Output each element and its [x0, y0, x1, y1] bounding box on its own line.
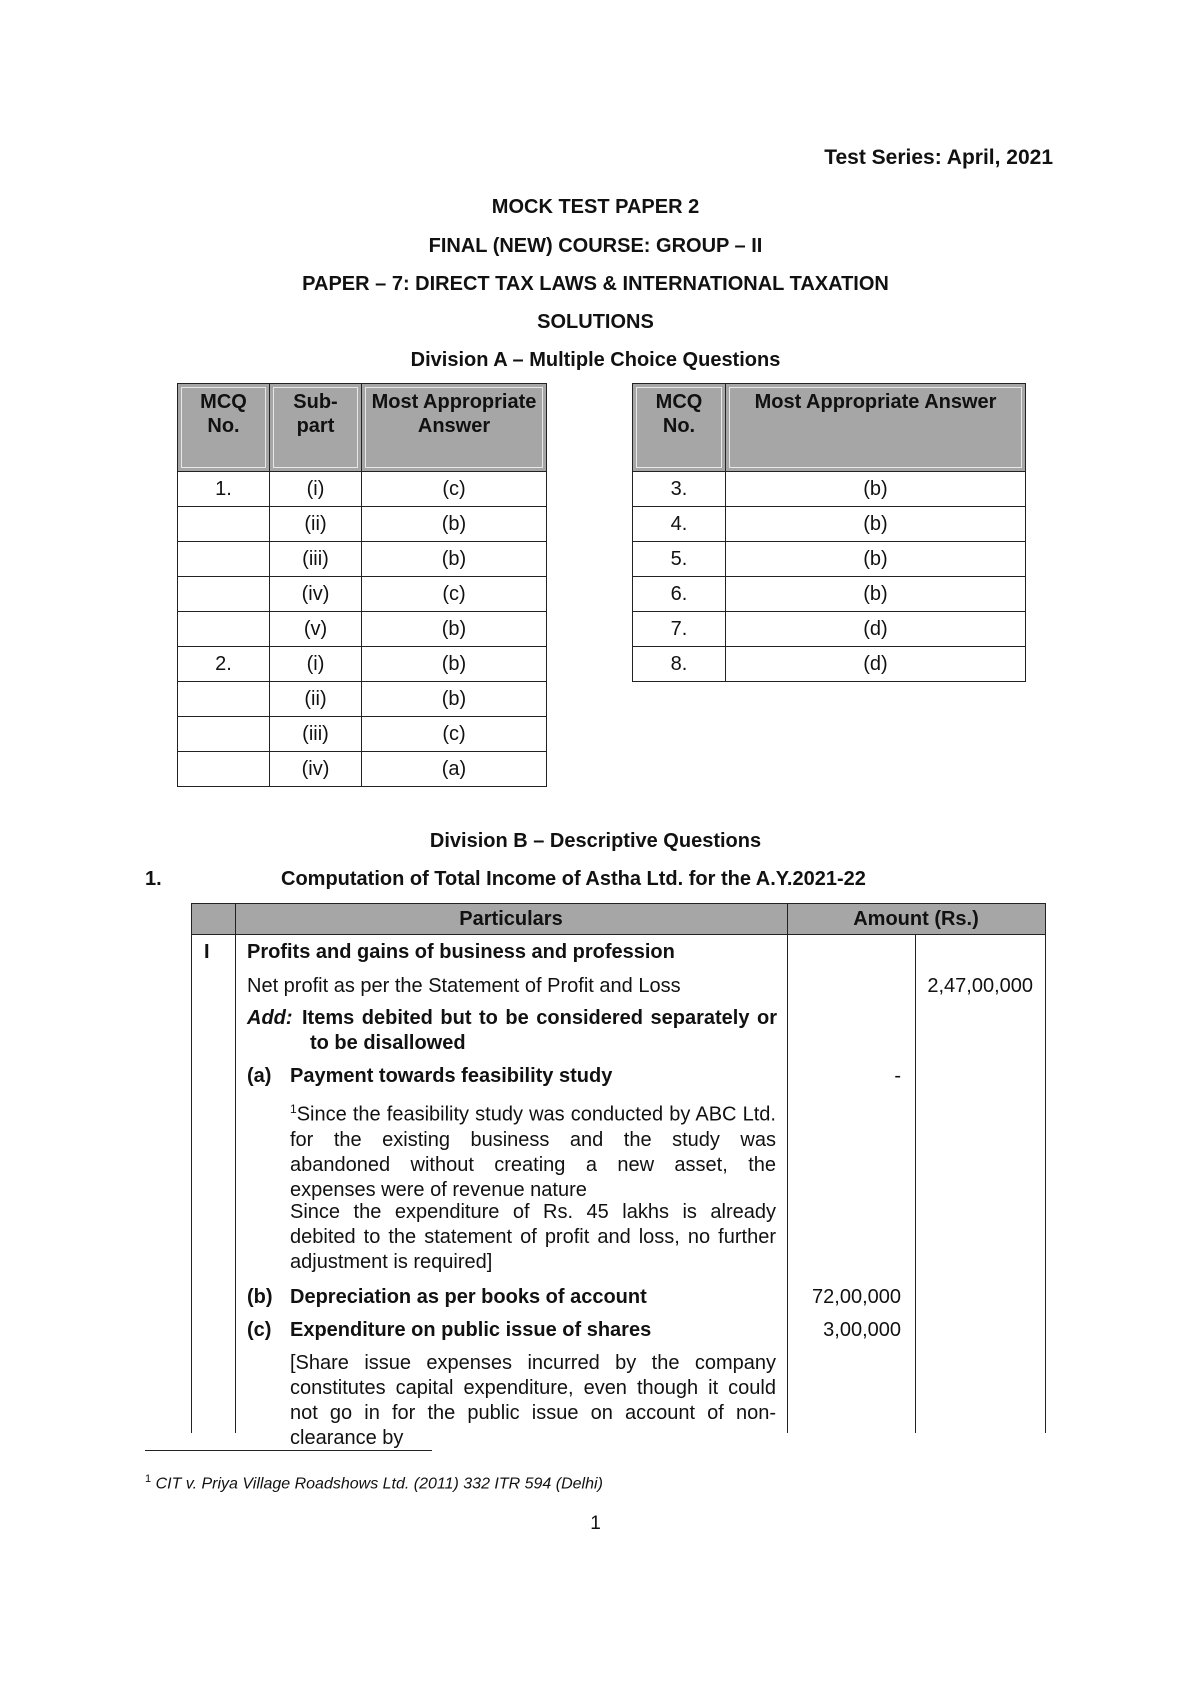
table-cell: 7.: [633, 612, 726, 647]
col-amount: Amount (Rs.): [853, 908, 979, 930]
division-b-title: Division B – Descriptive Questions: [429, 830, 762, 852]
table-cell: (a): [362, 752, 547, 787]
table-cell: (b): [362, 682, 547, 717]
table-cell: 6.: [633, 577, 726, 612]
table-row: [633, 507, 1026, 542]
add-prefix: Add:: [247, 1007, 293, 1029]
footnote: $^1$ CIT v. Priya Village Roadshows Ltd. (2011) 332 ITR 594 (Delhi): [145, 1473, 603, 1493]
table-cell: (ii): [270, 682, 362, 717]
table-cell: (i): [270, 472, 362, 507]
table-cell: 3.: [633, 472, 726, 507]
table-cell: 4.: [633, 507, 726, 542]
item-b-title: Depreciation as per books of account: [290, 1286, 647, 1308]
table-cell: (ii): [270, 507, 362, 542]
table-cell: (c): [362, 577, 547, 612]
table-row: [178, 507, 547, 542]
item-a-note2: Since the expenditure of Rs. 45 lakhs is already debited to the statement of profit and loss, no further adjustment is required]: [290, 1201, 776, 1273]
table-row: [633, 647, 1026, 682]
table-row: [178, 542, 547, 577]
col-header-answer: Most Appropriate Answer: [726, 384, 1026, 472]
table-cell: (d): [726, 612, 1026, 647]
solutions-title: SOLUTIONS: [537, 311, 654, 333]
net-profit-amount: 2,47,00,000: [927, 975, 1033, 997]
table-row: [633, 472, 1026, 507]
item-a-title: Payment towards feasibility study: [290, 1065, 613, 1087]
division-a-title: Division A – Multiple Choice Questions: [410, 349, 781, 371]
table-cell: [178, 542, 270, 577]
computation-table: [191, 903, 1046, 1449]
add-label: Items debited but to be considered separately or to be disallowed: [302, 1007, 777, 1054]
table-cell: (c): [362, 472, 547, 507]
paper-title: MOCK TEST PAPER 2: [491, 196, 700, 218]
net-profit-label: Net profit as per the Statement of Profit and Loss: [247, 975, 681, 997]
col-header-mcq-no: MCQ No.: [178, 384, 270, 472]
table-row: [178, 717, 547, 752]
item-b-label: (b): [247, 1286, 273, 1308]
table-cell: (b): [726, 507, 1026, 542]
table-cell: 1.: [178, 472, 270, 507]
table-cell: 2.: [178, 647, 270, 682]
table-row: [633, 542, 1026, 577]
item-a-label: (a): [247, 1065, 272, 1087]
table-row: [178, 577, 547, 612]
test-series-label: Test Series: April, 2021: [824, 146, 1053, 169]
table-cell: (b): [726, 472, 1026, 507]
item-c-amount: 3,00,000: [823, 1319, 901, 1341]
item-c-note1: [Share issue expenses incurred by the company constitutes capital expenditure, even though it could not go in for the public issue on account of non-clearance by: [290, 1352, 782, 1449]
table-cell: 8.: [633, 647, 726, 682]
question-number: 1.: [145, 868, 162, 890]
table-cell: (b): [362, 612, 547, 647]
table-cell: [178, 507, 270, 542]
col-header-answer: Most Appropriate Answer: [362, 384, 547, 472]
section-number: I: [204, 941, 210, 963]
table-row: [633, 577, 1026, 612]
table-cell: (b): [362, 542, 547, 577]
table-cell: (b): [362, 647, 547, 682]
col-header-mcq-no: MCQ No.: [633, 384, 726, 472]
subject-title: PAPER – 7: DIRECT TAX LAWS & INTERNATIONAL TAXATION: [302, 273, 889, 295]
item-c-title: Expenditure on public issue of shares: [290, 1319, 652, 1341]
course-title: FINAL (NEW) COURSE: GROUP – II: [428, 235, 763, 257]
table-cell: [178, 612, 270, 647]
col-particulars: Particulars: [459, 908, 563, 930]
mcq-table-left: [177, 383, 547, 787]
table-cell: (d): [726, 647, 1026, 682]
footnote-divider: [145, 1450, 432, 1451]
table-row: [178, 647, 547, 682]
table-row: [178, 752, 547, 787]
section-title: Profits and gains of business and profession: [247, 941, 675, 963]
table-row: [178, 682, 547, 717]
table-row: [178, 472, 547, 507]
question-title: Computation of Total Income of Astha Ltd. for the A.Y.2021-22: [281, 868, 866, 890]
table-cell: (v): [270, 612, 362, 647]
table-cell: (b): [726, 577, 1026, 612]
mcq-table-right: [632, 383, 1026, 682]
col-header-sub-part: Sub-part: [270, 384, 362, 472]
table-row: [633, 612, 1026, 647]
table-cell: [178, 577, 270, 612]
page-number: 1: [590, 1513, 601, 1534]
table-cell: (b): [362, 507, 547, 542]
table-cell: 5.: [633, 542, 726, 577]
item-a-amount: -: [894, 1065, 901, 1087]
item-b-amount: 72,00,000: [812, 1286, 901, 1308]
table-cell: (iii): [270, 542, 362, 577]
table-cell: (iv): [270, 752, 362, 787]
table-cell: (iii): [270, 717, 362, 752]
table-cell: [178, 682, 270, 717]
table-cell: [178, 752, 270, 787]
table-cell: (iv): [270, 577, 362, 612]
table-row: [178, 612, 547, 647]
table-cell: (i): [270, 647, 362, 682]
footnote-ref: 1: [290, 1102, 297, 1116]
item-a-note1: $^1$Since the feasibility study was conducted by ABC Ltd. for the existing business and the study was abandoned without creating a new asset, the expenses were of revenue nature: [290, 1102, 776, 1201]
table-cell: [178, 717, 270, 752]
table-cell: (c): [362, 717, 547, 752]
table-cell: (b): [726, 542, 1026, 577]
item-c-label: (c): [247, 1319, 272, 1341]
